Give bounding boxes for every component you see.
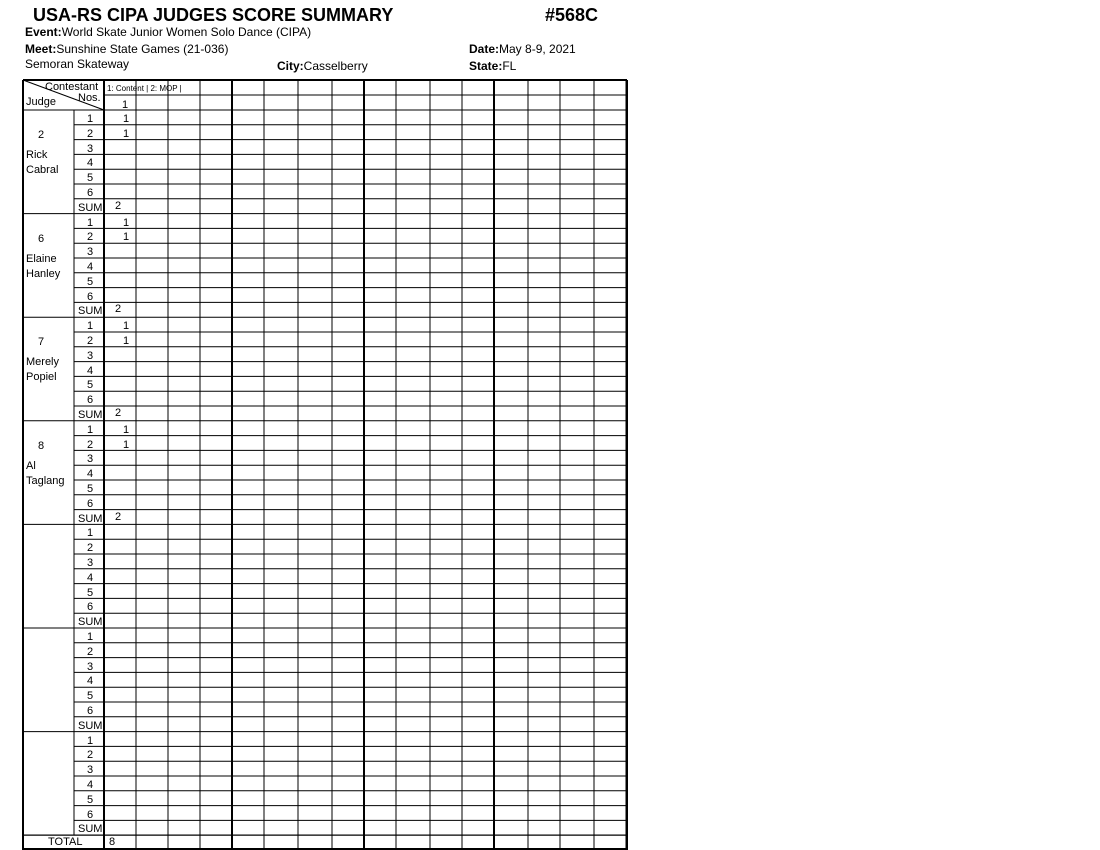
row-label: 4: [87, 571, 94, 584]
row-label: 3: [87, 557, 94, 569]
judge-first-name: Rick: [26, 149, 48, 161]
judge-number: 6: [38, 232, 45, 245]
judge-number: 7: [38, 336, 45, 349]
row-label: 3: [87, 246, 94, 259]
row-label: 5: [87, 690, 94, 703]
row-label: 3: [87, 660, 94, 673]
judge-number: 2: [38, 129, 45, 141]
row-label: SUM: [78, 409, 103, 421]
row-label: 4: [87, 468, 94, 481]
row-label: 2: [87, 645, 94, 658]
row-label: SUM: [78, 719, 103, 732]
row-label: SUM: [78, 823, 103, 836]
page-title: USA-RS CIPA JUDGES SCORE SUMMARY: [33, 5, 394, 25]
row-label: 4: [87, 261, 94, 273]
row-label: SUM: [78, 201, 103, 214]
state-value: FL: [502, 59, 517, 73]
row-label: 5: [87, 172, 94, 185]
row-label: 5: [87, 379, 94, 392]
score-cell: 1: [123, 335, 130, 347]
row-label: 1: [87, 113, 94, 125]
form-code: #568C: [545, 5, 599, 25]
judge-last-name: Hanley: [26, 267, 61, 280]
judge-last-name: Cabral: [26, 164, 59, 176]
row-label: 2: [87, 438, 94, 451]
score-cell: 1: [123, 320, 130, 333]
city-value: Casselberry: [303, 59, 368, 73]
score-cell: 1: [123, 231, 130, 244]
judge-first-name: Elaine: [26, 252, 57, 265]
row-label: 5: [87, 793, 94, 806]
judge-first-name: Al: [26, 459, 36, 472]
row-label: SUM: [78, 512, 103, 525]
sum-cell: 2: [115, 303, 122, 316]
row-label: 6: [87, 290, 94, 303]
judge-number: 8: [38, 439, 45, 452]
row-label: 3: [87, 453, 94, 466]
row-label: 6: [87, 394, 94, 407]
row-label: 1: [87, 631, 94, 643]
row-label: 4: [87, 157, 94, 170]
row-label: 6: [87, 601, 94, 614]
row-label: 2: [87, 335, 94, 347]
row-label: 5: [87, 275, 94, 288]
row-label: 1: [87, 320, 94, 333]
corner-judge-label: Judge: [26, 96, 56, 108]
score-cell: 1: [123, 423, 130, 436]
corner-nos-label: Nos.: [78, 92, 101, 104]
judge-last-name: Taglang: [26, 474, 65, 487]
row-label: 5: [87, 586, 94, 599]
row-label: 4: [87, 364, 94, 377]
row-label: SUM: [78, 616, 103, 629]
row-label: 3: [87, 142, 94, 155]
row-label: 4: [87, 779, 94, 791]
row-label: 1: [87, 216, 94, 229]
row-label: 2: [87, 127, 94, 140]
date-label: Date:: [469, 42, 500, 56]
state-label: State:: [469, 59, 503, 73]
score-cell: 1: [123, 113, 130, 125]
corner-contestant-label: Contestant: [45, 81, 99, 93]
row-label: 1: [87, 734, 94, 747]
total-label: TOTAL: [48, 836, 83, 848]
score-cell: 1: [123, 127, 130, 140]
total-value: 8: [109, 836, 116, 848]
sum-cell: 2: [115, 510, 122, 523]
sum-cell: 2: [115, 407, 122, 419]
row-label: 2: [87, 749, 94, 762]
event-label: Event:: [25, 25, 62, 39]
judge-first-name: Merely: [26, 356, 60, 369]
date-value: May 8-9, 2021: [499, 42, 576, 56]
score-cell: 1: [123, 438, 130, 451]
city-label: City:: [277, 59, 304, 73]
scoring-legend: 1: Content | 2: MOP |: [107, 84, 182, 93]
score-cell: 1: [123, 216, 130, 229]
judge-last-name: Popiel: [26, 371, 57, 384]
row-label: 6: [87, 705, 94, 717]
sum-cell: 2: [115, 199, 122, 212]
venue: Semoran Skateway: [25, 57, 130, 71]
row-label: 3: [87, 764, 94, 777]
meet-value: Sunshine State Games (21-036): [56, 42, 229, 56]
row-label: SUM: [78, 305, 103, 318]
row-label: 2: [87, 231, 94, 244]
row-label: 4: [87, 675, 94, 688]
event-value: World Skate Junior Women Solo Dance (CIPA): [61, 25, 312, 39]
meet-label: Meet:: [25, 42, 57, 56]
row-label: 2: [87, 542, 94, 555]
row-label: 3: [87, 349, 94, 362]
row-label: 6: [87, 187, 94, 199]
row-label: 5: [87, 483, 94, 495]
row-label: 1: [87, 423, 94, 436]
contestant-number: 1: [122, 99, 129, 111]
row-label: 1: [87, 527, 94, 540]
row-label: 6: [87, 808, 94, 821]
row-label: 6: [87, 497, 94, 510]
